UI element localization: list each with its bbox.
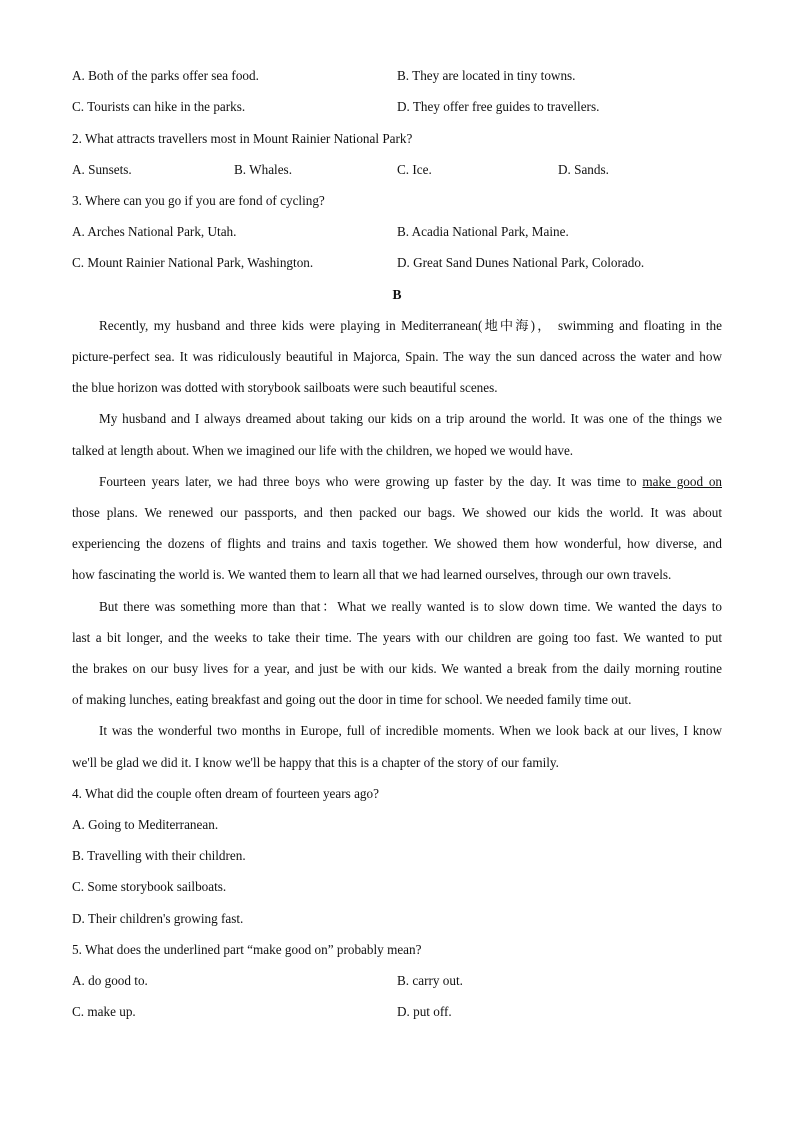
passage-p3-line-1-text: Fourteen years later, we had three boys who were growing up faster by the day. It was time to [99,474,637,489]
passage-p4-line-3: the brakes on our busy lives for a year, and just be with our kids. We wanted a break from the daily morning routine [72,661,722,676]
passage-p2-line-2: talked at length about. When we imagined our life with the children, we hoped we would have. [72,443,574,458]
q2-option-c: C. Ice. [397,162,432,177]
q3-option-d: D. Great Sand Dunes National Park, Colorado. [397,255,645,270]
passage-p5-line-2: we'll be glad we did it. I know we'll be happy that this is a chapter of the story of our family. [72,755,559,770]
section-title: B [392,287,402,302]
passage-p1-line-3: the blue horizon was dotted with storybook sailboats were such beautiful scenes. [72,380,498,395]
q4-option-c: C. Some storybook sailboats. [72,879,227,894]
underlined-phrase: make good on [642,474,722,489]
q1-option-b: B. They are located in tiny towns. [397,68,576,83]
passage-p1-line-1: Recently, my husband and three kids were playing in Mediterranean(地中海)， swimming and floating in the [99,318,722,333]
q4-stem: 4. What did the couple often dream of fourteen years ago? [72,786,379,801]
passage-p3-line-4: how fascinating the world is. We wanted them to learn all that we had learned ourselves, through our own travels. [72,567,672,582]
q2-option-d: D. Sands. [558,162,609,177]
q4-option-b: B. Travelling with their children. [72,848,246,863]
passage-p4-line-2: last a bit longer, and the weeks to take their time. The years with our children are going too fast. We wanted to put [72,630,722,645]
q2-option-a: A. Sunsets. [72,162,132,177]
q4-option-d: D. Their children's growing fast. [72,911,244,926]
q5-stem: 5. What does the underlined part “make good on” probably mean? [72,942,422,957]
q2-option-b: B. Whales. [234,162,292,177]
q3-option-a: A. Arches National Park, Utah. [72,224,237,239]
passage-p1-line-2: picture-perfect sea. It was ridiculously beautiful in Majorca, Spain. The way the sun danced across the water and how [72,349,722,364]
q2-stem: 2. What attracts travellers most in Mount Rainier National Park? [72,131,413,146]
passage-p4-line-1: But there was something more than that：What we really wanted is to slow down time. We wanted the days to [99,599,722,614]
q4-option-a: A. Going to Mediterranean. [72,817,219,832]
q3-option-b: B. Acadia National Park, Maine. [397,224,569,239]
q3-option-c: C. Mount Rainier National Park, Washington. [72,255,314,270]
passage-p3-line-2: those plans. We renewed our passports, and then packed our bags. We showed our kids the world. It was about [72,505,722,520]
passage-p3-line-3: experiencing the dozens of flights and trains and taxis together. We showed them how wonderful, how diverse, and [72,536,722,551]
q3-stem: 3. Where can you go if you are fond of cycling? [72,193,325,208]
q1-option-d: D. They offer free guides to travellers. [397,99,600,114]
q5-option-d: D. put off. [397,1004,452,1019]
passage-p5-line-1: It was the wonderful two months in Europe, full of incredible moments. When we look back at our lives, I know [99,723,722,738]
q5-option-a: A. do good to. [72,973,148,988]
q5-option-c: C. make up. [72,1004,136,1019]
q5-option-b: B. carry out. [397,973,463,988]
passage-p3-line-1 [99,474,722,490]
passage-p4-line-4: of making lunches, eating breakfast and going out the door in time for school. We needed family time out. [72,692,632,707]
q1-option-c: C. Tourists can hike in the parks. [72,99,246,114]
passage-p2-line-1: My husband and I always dreamed about taking our kids on a trip around the world. It was one of the things we [99,411,722,426]
q1-option-a: A. Both of the parks offer sea food. [72,68,259,83]
